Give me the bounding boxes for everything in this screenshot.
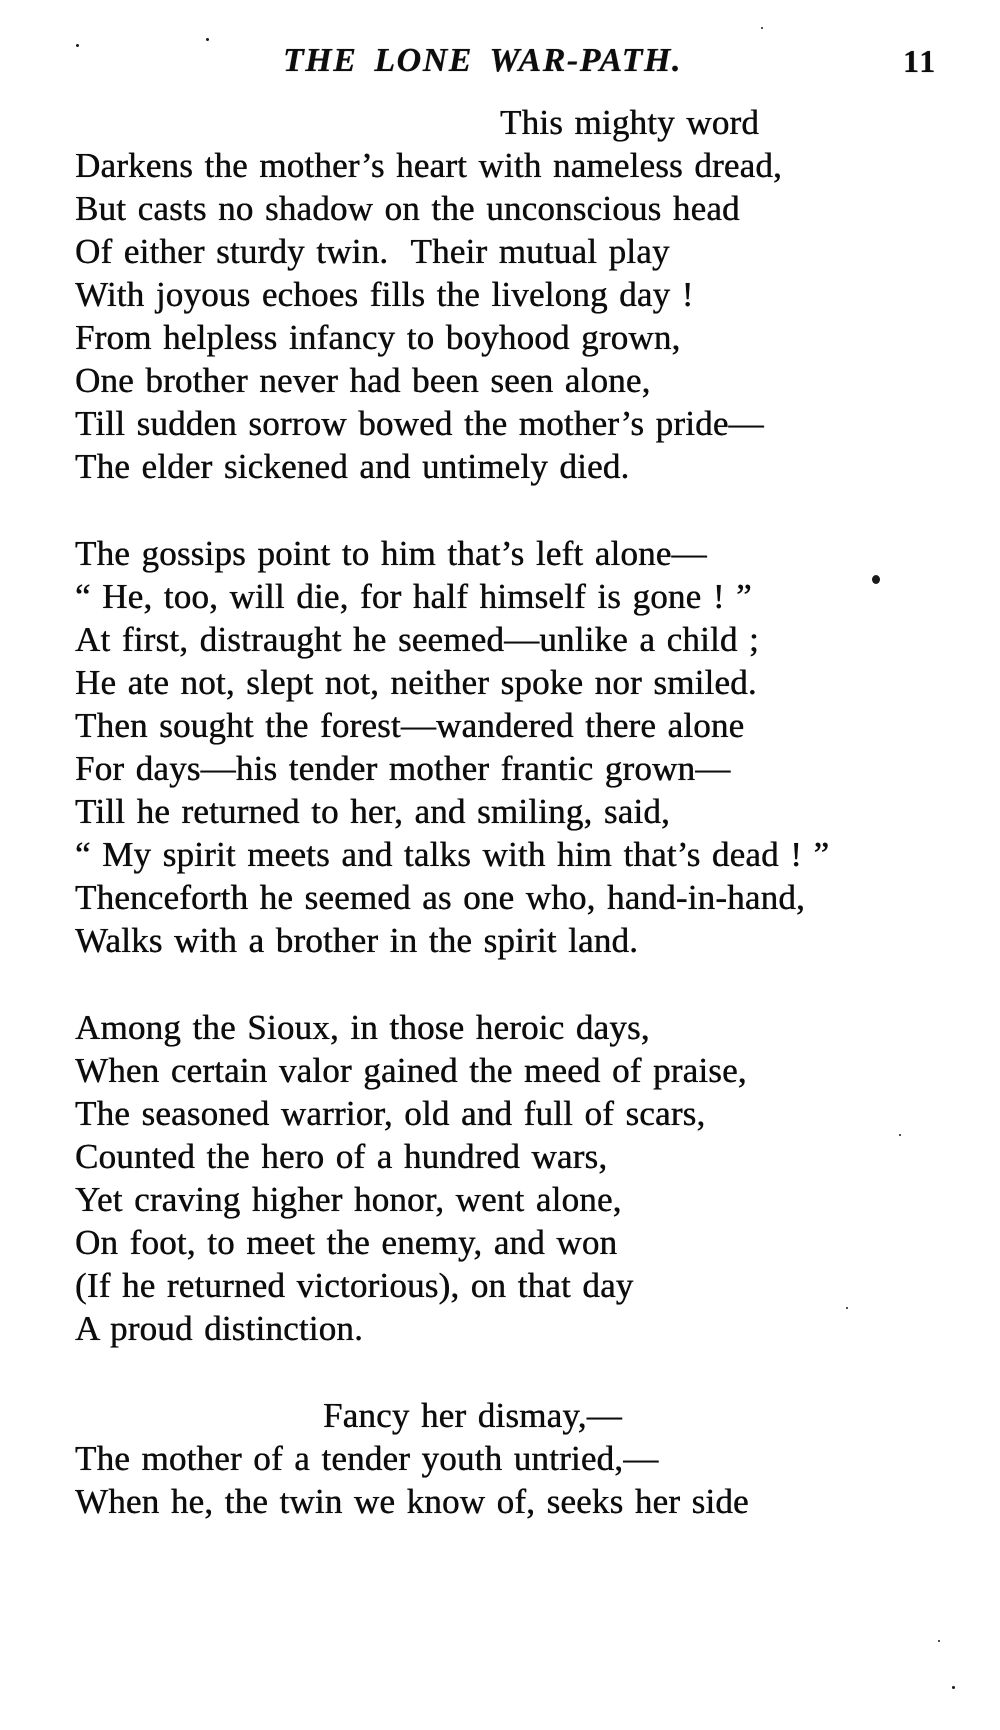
poem-body <box>75 101 955 1523</box>
poem-line: But casts no shadow on the unconscious head <box>75 189 740 228</box>
poem-line: Then sought the forest—wandered there alone <box>75 706 745 745</box>
page-number: 11 <box>903 43 938 79</box>
scan-speck <box>938 1640 940 1642</box>
poem-line: One brother never had been seen alone, <box>75 361 651 400</box>
running-header <box>0 42 1000 88</box>
poem-line: The seasoned warrior, old and full of scars, <box>75 1094 706 1133</box>
poem-line: For days—his tender mother frantic grown— <box>75 749 731 788</box>
stanza-2 <box>75 532 955 962</box>
scan-speck <box>206 38 209 41</box>
poem-line: Yet craving higher honor, went alone, <box>75 1180 622 1219</box>
poem-line: Of either sturdy twin. Their mutual play <box>75 232 670 271</box>
poem-line: Till sudden sorrow bowed the mother’s pride— <box>75 404 764 443</box>
scan-speck <box>899 1134 901 1136</box>
poem-line: With joyous echoes fills the livelong day ! <box>75 275 694 314</box>
poem-line: Thenceforth he seemed as one who, hand-in-hand, <box>75 878 805 917</box>
stanza-1 <box>75 101 955 488</box>
poem-line: He ate not, slept not, neither spoke nor smiled. <box>75 663 757 702</box>
poem-line: The elder sickened and untimely died. <box>75 447 630 486</box>
poem-line: The mother of a tender youth untried,— <box>75 1439 659 1478</box>
poem-line: A proud distinction. <box>75 1309 364 1348</box>
poem-line: When certain valor gained the meed of praise, <box>75 1051 747 1090</box>
scan-speck <box>76 44 79 47</box>
poem-line: Counted the hero of a hundred wars, <box>75 1137 608 1176</box>
poem-line: “ He, too, will die, for half himself is gone ! ” <box>75 577 752 616</box>
poem-line: On foot, to meet the enemy, and won <box>75 1223 618 1262</box>
poem-line: From helpless infancy to boyhood grown, <box>75 318 681 357</box>
scan-speck <box>952 1686 955 1689</box>
stanza-4 <box>75 1394 955 1523</box>
poem-line: Fancy her dismay,— <box>323 1396 622 1435</box>
poem-line: At first, distraught he seemed—unlike a child ; <box>75 620 759 659</box>
poem-line: The gossips point to him that’s left alone— <box>75 534 707 573</box>
poem-line: Darkens the mother’s heart with nameless dread, <box>75 146 783 185</box>
poem-line: This mighty word <box>500 103 760 142</box>
scan-speck <box>846 1307 848 1309</box>
scan-speck <box>872 575 880 584</box>
poem-line: (If he returned victorious), on that day <box>75 1266 634 1305</box>
scan-speck <box>761 27 763 29</box>
page-title: THE LONE WAR-PATH. <box>283 42 682 79</box>
poem-line: Among the Sioux, in those heroic days, <box>75 1008 650 1047</box>
poem-line: “ My spirit meets and talks with him that’s dead ! ” <box>75 835 830 874</box>
poem-line: Walks with a brother in the spirit land. <box>75 921 639 960</box>
poem-line: When he, the twin we know of, seeks her side <box>75 1482 749 1521</box>
stanza-3 <box>75 1006 955 1350</box>
poem-line: Till he returned to her, and smiling, said, <box>75 792 671 831</box>
